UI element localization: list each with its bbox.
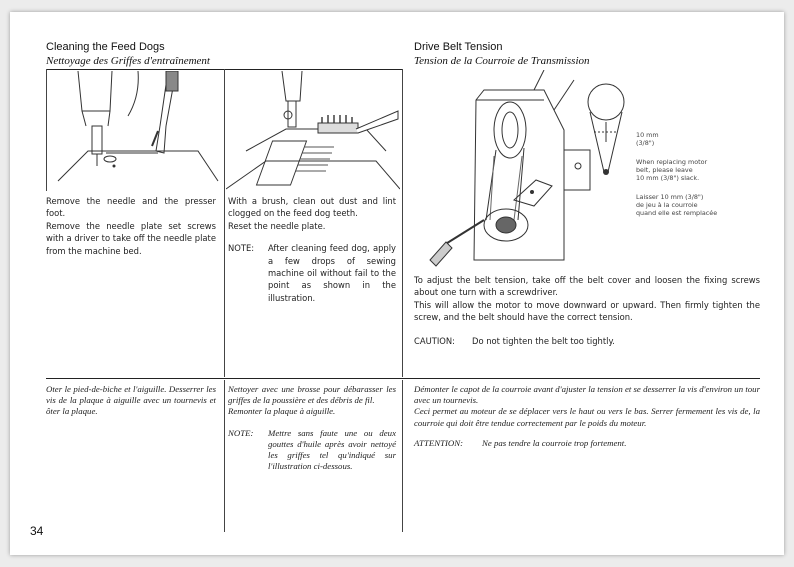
note-label-en: NOTE:: [228, 243, 255, 254]
note-en: [228, 242, 396, 304]
caution-text-fr: Ne pas tendre la courroie trop fortement.: [482, 437, 627, 448]
drive-belt-body-fr: [414, 384, 760, 449]
drive-belt-title-fr: Tension de la Courroie de Transmission: [414, 55, 590, 67]
drive-belt-body-en: [414, 274, 760, 347]
column-divider-1-fr: [224, 380, 225, 532]
caution-text-en: Do not tighten the belt too tightly.: [472, 335, 615, 346]
drive-belt-title-en: Drive Belt Tension: [414, 41, 503, 53]
note-fr: [228, 428, 396, 473]
caution-fr: [414, 438, 760, 449]
feed-dogs-title-fr: Nettoyage des Griffes d'entraînement: [46, 55, 210, 67]
manual-page: [10, 12, 784, 555]
illustration-frame-left: [46, 69, 47, 191]
callout-en: When replacing motor belt, please leave 10 mm (3/8") slack.: [636, 158, 708, 182]
column-divider-2-fr: [402, 380, 403, 532]
callout-measure: 10 mm (3/8"): [636, 130, 659, 147]
caution-en: [414, 335, 760, 347]
belt-slack-detail-illustration: [584, 82, 628, 182]
step1-remove-needle: Remove the needle and the presser foot.: [46, 196, 216, 219]
belt-instructions-en: To adjust the belt tension, take off the belt cover and loosen the fixing screws about one turn with a screwdriver. This will allow the motor to move downward or upward. Then firmly tighten the screw, and the belt should have the correct tension.: [414, 275, 760, 323]
callout-fr: Laisser 10 mm (3/8") de jeu à la courroie quand elle est remplacée: [636, 193, 718, 217]
feed-dogs-title-en: Cleaning the Feed Dogs: [46, 41, 165, 53]
note-body-en: After cleaning feed dog, apply a few drops of sewing machine oil without fail to the point as shown in the illustration.: [268, 243, 396, 303]
column-divider-1: [224, 69, 225, 377]
feed-dogs-step1-en: [46, 195, 216, 257]
sewing-machine-screwdriver-illustration: [48, 71, 222, 190]
step2-brush-text-fr: Nettoyer avec une brosse pour débarasser les griffes de la poussière et des débris de fil. Remonter la plaque à aiguille.: [228, 384, 396, 417]
belt-instructions-fr: Démonter le capot de la courroie avant d'ajuster la tension et se desserrer la vis d'environ un tour avec un tournevis. Ceci permet au moteur de se déplacer vers le haut ou vers le bas. Serrer fermement les vis de, la courroie qui doit être tendue correctement par le poids du moteur.: [414, 384, 760, 428]
feed-dogs-step2-fr: [228, 384, 396, 472]
note-body-fr: Mettre sans faute une ou deux gouttes d'huile après avoir nettoyé les griffes tel qu'indiqué sur l'illustration ci-dessous.: [268, 427, 396, 472]
step2-brush-text: With a brush, clean out dust and lint clogged on the feed dog teeth. Reset the needle plate.: [228, 196, 396, 231]
caution-label-en: CAUTION:: [414, 335, 455, 346]
language-divider: [46, 378, 760, 379]
step1-remove-plate: Remove the needle plate set screws with a driver to take off the needle plate from the machine bed.: [46, 220, 216, 256]
belt-callout: [636, 124, 776, 226]
column-divider-2: [402, 69, 403, 377]
feed-dogs-step2-en: [228, 195, 396, 304]
note-label-fr: NOTE:: [228, 427, 254, 438]
brush-feed-dog-illustration: [226, 71, 400, 190]
motor-belt-illustration: [414, 70, 594, 270]
caution-label-fr: ATTENTION:: [414, 437, 464, 448]
feed-dogs-step1-fr: Oter le pied-de-biche et l'aiguille. Desserrer les vis de la plaque à aiguille avec un tournevis et ôter la plaque.: [46, 384, 216, 417]
page-number: 34: [30, 524, 44, 538]
